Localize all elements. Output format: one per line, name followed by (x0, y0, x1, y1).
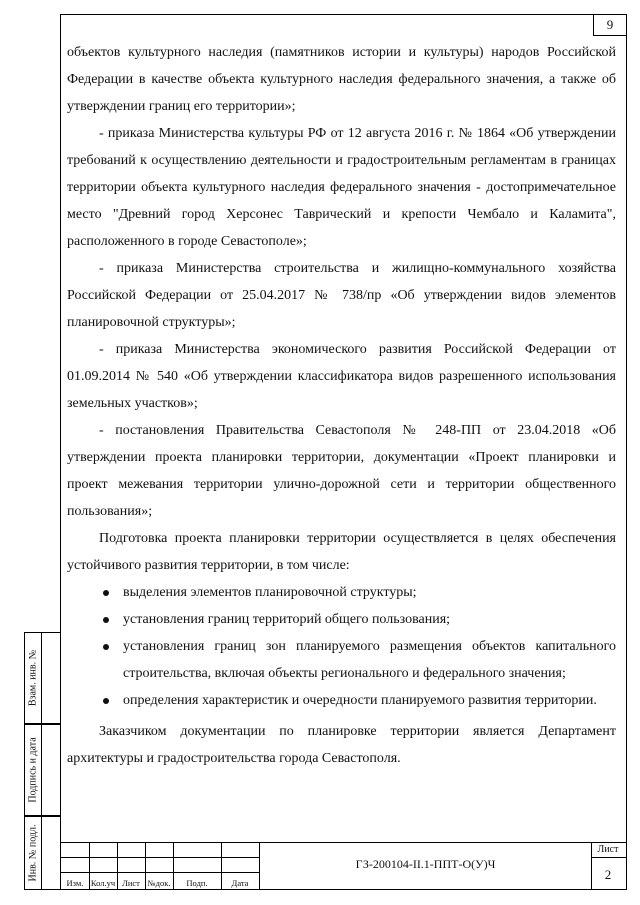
list-item-text: установления границ зон планируемого размещения объектов капитального строительства, включая объекты регионального и федерального значения; (123, 639, 616, 681)
col-data: Дата (231, 878, 249, 888)
col-list: Лист (122, 878, 140, 888)
col-ndok: №док. (147, 878, 171, 888)
list-item-text: определения характеристик и очередности планируемого развития территории. (123, 693, 597, 708)
side-stamp-inv (24, 632, 60, 724)
list-item (67, 633, 616, 687)
bullet-icon (103, 617, 109, 623)
bullet-list (67, 579, 616, 714)
page-frame (60, 14, 627, 890)
col-izm: Изм. (66, 878, 84, 888)
col-kol-uch: Кол.уч (90, 878, 116, 888)
paragraph: - приказа Министерства экономического развития Российской Федерации от 01.09.2014 № 540 «Об утверждении классификатора видов разрешенного использования земельных участков»; (67, 342, 616, 411)
bullet-icon (103, 644, 109, 650)
list-item-text: установления границ территорий общего пользования; (123, 612, 451, 627)
bullet-icon (103, 698, 109, 704)
closing-paragraph: Заказчиком документации по планировке территории является Департамент архитектуры и градостроительства города Севастополя. (67, 724, 616, 766)
bullet-icon (103, 590, 109, 596)
document-body (67, 39, 616, 772)
side-label-vzam-inv: Взам. инв. № (27, 649, 39, 707)
paragraph: объектов культурного наследия (памятников истории и культуры) народов Российской Федерации в качестве объекта культурного наследия федерального значения, а также об утверждении границ его территории»; (67, 45, 616, 114)
title-block (61, 842, 626, 889)
col-podp: Подп. (186, 878, 208, 888)
document-code: ГЗ-200104-II.1-ППТ-О(У)Ч (355, 857, 496, 871)
paragraph: Подготовка проекта планировки территории осуществляется в целях обеспечения устойчивого развития территории, в том числе: (67, 531, 616, 573)
list-item (67, 579, 616, 606)
list-item (67, 606, 616, 633)
paragraph: - постановления Правительства Севастополя № 248-ПП от 23.04.2018 «Об утверждении проекта планировки территории, документации «Проект планировки и проект межевания территории улично-дорожной сети и территории общественного пользования»; (67, 423, 616, 519)
side-stamp-inv-podl (24, 816, 60, 890)
page-number: 9 (593, 14, 627, 36)
side-label-inv-podl: Инв. № подл. (27, 824, 39, 882)
side-stamp-sign (24, 724, 60, 816)
sheet-number: 2 (604, 867, 612, 882)
sheet-label: Лист (597, 844, 619, 855)
paragraph: - приказа Министерства культуры РФ от 12 августа 2016 г. № 1864 «Об утверждении требований к осуществлению деятельности и градостроительным регламентам в границах территории объекта культурного наследия федерального значения - достопримечательное место "Древний город Херсонес Таврический и крепости Чембало и Каламита", расположенного в городе Севастополе»; (67, 126, 616, 249)
side-label-signature: Подпись и дата (27, 737, 39, 803)
list-item (67, 687, 616, 714)
list-item-text: выделения элементов планировочной структуры; (123, 585, 417, 600)
paragraph: - приказа Министерства строительства и жилищно-коммунального хозяйства Российской Федерации от 25.04.2017 № 738/пр «Об утверждении видов элементов планировочной структуры»; (67, 261, 616, 330)
